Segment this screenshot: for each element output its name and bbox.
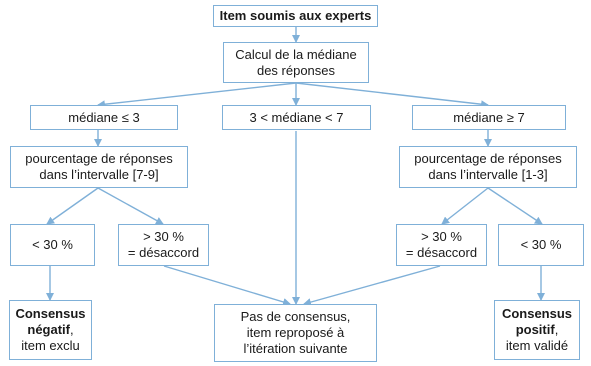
left-branch-box xyxy=(30,105,178,130)
right-gt30-line-1: > 30 % xyxy=(421,229,462,244)
pos-consensus-title: Consensus xyxy=(501,306,573,321)
median-box xyxy=(223,42,369,83)
right-gt30-line-2: = désaccord xyxy=(405,245,478,260)
no-consensus-line-3: l’itération suivante xyxy=(243,341,348,356)
neg-consensus-comma: , xyxy=(70,322,74,337)
right-pct-box xyxy=(399,146,577,188)
arrow-rightgt30-to-noconsensus xyxy=(304,266,440,304)
left-pct-line-2: dans l’intervalle [7-9] xyxy=(39,167,159,182)
root-label: Item soumis aux experts xyxy=(219,8,372,23)
pos-consensus-word: positif xyxy=(515,322,555,337)
right-lt30-box xyxy=(498,224,584,266)
median-line-2: des réponses xyxy=(256,62,336,78)
no-consensus-line-2: item reproposé à xyxy=(246,325,345,340)
neg-consensus-result: item exclu xyxy=(21,338,80,353)
median-line-1: Calcul de la médiane xyxy=(235,46,357,62)
arrow-leftpct-to-lt30 xyxy=(47,188,98,224)
left-pct-line-1: pourcentage de réponses xyxy=(25,151,173,166)
left-pct-box xyxy=(10,146,188,188)
right-pct-line-2: dans l’intervalle [1-3] xyxy=(428,167,548,182)
pos-consensus-comma: , xyxy=(554,322,559,337)
negative-consensus-box xyxy=(9,300,92,360)
no-consensus-box xyxy=(214,304,377,362)
arrow-median-to-right xyxy=(296,83,488,105)
arrow-leftgt30-to-noconsensus xyxy=(164,266,290,304)
left-gt30-line-2: = désaccord xyxy=(127,245,200,260)
no-consensus-line-1: Pas de consensus, xyxy=(240,309,351,324)
right-gt30-box xyxy=(396,224,487,266)
left-gt30-line-1: > 30 % xyxy=(143,229,184,244)
right-pct-line-1: pourcentage de réponses xyxy=(414,151,562,166)
arrow-rightpct-to-lt30 xyxy=(488,188,542,224)
neg-consensus-title: Consensus xyxy=(15,306,86,321)
right-lt30-label: < 30 % xyxy=(520,237,562,252)
right-branch-label: médiane ≥ 7 xyxy=(453,109,525,125)
arrow-leftpct-to-gt30 xyxy=(98,188,163,224)
root-box xyxy=(213,5,378,27)
positive-consensus-box xyxy=(494,300,580,360)
left-lt30-box xyxy=(10,224,95,266)
neg-consensus-line-2 xyxy=(27,322,73,338)
pos-consensus-line-2 xyxy=(516,322,559,338)
left-gt30-box xyxy=(118,224,209,266)
left-lt30-label: < 30 % xyxy=(32,237,73,252)
mid-branch-box xyxy=(222,105,371,130)
arrow-median-to-left xyxy=(98,83,296,105)
right-branch-box xyxy=(412,105,566,130)
left-branch-label: médiane ≤ 3 xyxy=(68,109,140,125)
mid-branch-label: 3 < médiane < 7 xyxy=(249,109,344,125)
pos-consensus-result: item validé xyxy=(505,338,569,353)
neg-consensus-word: négatif xyxy=(27,322,70,337)
arrow-rightpct-to-gt30 xyxy=(442,188,488,224)
